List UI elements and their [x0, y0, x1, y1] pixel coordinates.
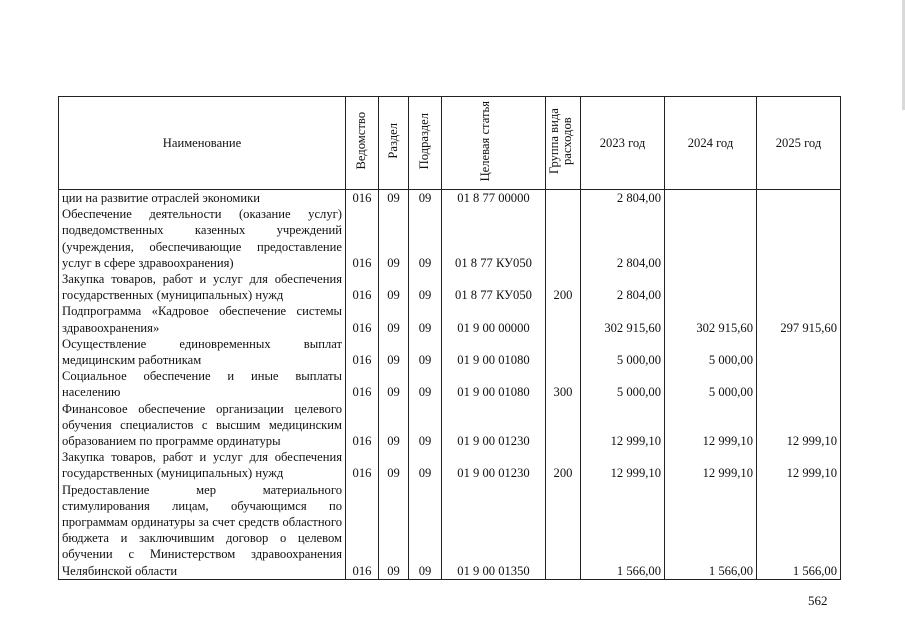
- row-expense-group: 200: [546, 449, 581, 481]
- table-row: [59, 449, 841, 481]
- table-row: [59, 271, 841, 303]
- row-2024: 5 000,00: [665, 368, 757, 400]
- row-2023: 12 999,10: [581, 449, 665, 481]
- header-target-article: Целевая статья: [442, 97, 546, 190]
- table-row: [59, 336, 841, 368]
- row-department: 016: [346, 368, 379, 400]
- row-2024: 5 000,00: [665, 336, 757, 368]
- row-2023: 2 804,00: [581, 206, 665, 271]
- row-2024: [665, 206, 757, 271]
- row-target-article: 01 9 00 01230: [442, 449, 546, 481]
- row-subsection: 09: [409, 368, 442, 400]
- table-row: [59, 190, 841, 207]
- row-2025: [757, 190, 841, 207]
- row-subsection: 09: [409, 190, 442, 207]
- row-section: 09: [379, 482, 409, 580]
- row-section: 09: [379, 336, 409, 368]
- row-subsection: 09: [409, 303, 442, 335]
- row-2024: 12 999,10: [665, 401, 757, 450]
- header-2025: 2025 год: [757, 97, 841, 190]
- row-department: 016: [346, 190, 379, 207]
- table-row: [59, 303, 841, 335]
- row-target-article: 01 8 77 КУ050: [442, 206, 546, 271]
- header-department: Ведомство: [346, 97, 379, 190]
- page-number: 562: [808, 593, 828, 608]
- row-name: Обеспечение деятельности (оказание услуг) подведомственных казенных учреждений (учреждения, обеспечивающие предоставление услуг в сфере здравоохранения): [59, 206, 346, 271]
- row-name: Закупка товаров, работ и услуг для обеспечения государственных (муниципальных) нужд: [59, 449, 346, 481]
- row-2024: 302 915,60: [665, 303, 757, 335]
- row-section: 09: [379, 190, 409, 207]
- row-2025: [757, 206, 841, 271]
- row-subsection: 09: [409, 206, 442, 271]
- row-section: 09: [379, 271, 409, 303]
- row-section: 09: [379, 401, 409, 450]
- row-target-article: 01 9 00 01080: [442, 368, 546, 400]
- row-section: 09: [379, 303, 409, 335]
- budget-table: [58, 96, 841, 580]
- row-2024: [665, 271, 757, 303]
- row-target-article: 01 9 00 00000: [442, 303, 546, 335]
- header-name: Наименование: [59, 97, 346, 190]
- row-expense-group: [546, 482, 581, 580]
- row-2023: 5 000,00: [581, 336, 665, 368]
- row-section: 09: [379, 449, 409, 481]
- row-subsection: 09: [409, 401, 442, 450]
- row-subsection: 09: [409, 336, 442, 368]
- row-department: 016: [346, 206, 379, 271]
- row-department: 016: [346, 482, 379, 580]
- row-expense-group: 300: [546, 368, 581, 400]
- row-2025: [757, 271, 841, 303]
- row-2024: [665, 190, 757, 207]
- table-row: [59, 368, 841, 400]
- row-target-article: 01 8 77 КУ050: [442, 271, 546, 303]
- row-expense-group: [546, 401, 581, 450]
- row-department: 016: [346, 271, 379, 303]
- table-row: [59, 401, 841, 450]
- row-subsection: 09: [409, 449, 442, 481]
- header-expense-group: Группа вида расходов: [546, 97, 581, 190]
- row-expense-group: [546, 336, 581, 368]
- row-target-article: 01 9 00 01350: [442, 482, 546, 580]
- row-2023: 2 804,00: [581, 271, 665, 303]
- row-2023: 12 999,10: [581, 401, 665, 450]
- row-2023: 5 000,00: [581, 368, 665, 400]
- row-2023: 2 804,00: [581, 190, 665, 207]
- row-expense-group: [546, 206, 581, 271]
- row-expense-group: [546, 190, 581, 207]
- header-2023: 2023 год: [581, 97, 665, 190]
- row-target-article: 01 9 00 01230: [442, 401, 546, 450]
- row-expense-group: 200: [546, 271, 581, 303]
- row-name: Подпрограмма «Кадровое обеспечение системы здравоохранения»: [59, 303, 346, 335]
- row-name: Предоставление мер материального стимулирования лицам, обучающимся по программам ординатуры за счет средств областного бюджета и заключившим договор о целевом обучении с Министерством здравоохранения Челябинской области: [59, 482, 346, 580]
- row-2025: [757, 336, 841, 368]
- row-target-article: 01 8 77 00000: [442, 190, 546, 207]
- header-subsection: Подраздел: [409, 97, 442, 190]
- row-subsection: 09: [409, 482, 442, 580]
- row-2024: 1 566,00: [665, 482, 757, 580]
- row-department: 016: [346, 449, 379, 481]
- row-2025: 12 999,10: [757, 401, 841, 450]
- row-name: ции на развитие отраслей экономики: [59, 190, 346, 207]
- table-row: [59, 482, 841, 580]
- row-subsection: 09: [409, 271, 442, 303]
- row-department: 016: [346, 401, 379, 450]
- row-section: 09: [379, 368, 409, 400]
- row-expense-group: [546, 303, 581, 335]
- header-section: Раздел: [379, 97, 409, 190]
- row-name: Закупка товаров, работ и услуг для обеспечения государственных (муниципальных) нужд: [59, 271, 346, 303]
- row-name: Осуществление единовременных выплат медицинским работникам: [59, 336, 346, 368]
- row-2024: 12 999,10: [665, 449, 757, 481]
- table-row: [59, 206, 841, 271]
- row-2023: 1 566,00: [581, 482, 665, 580]
- row-2025: 297 915,60: [757, 303, 841, 335]
- header-2024: 2024 год: [665, 97, 757, 190]
- row-department: 016: [346, 303, 379, 335]
- row-section: 09: [379, 206, 409, 271]
- table-header-row: [59, 97, 841, 190]
- row-department: 016: [346, 336, 379, 368]
- row-name: Финансовое обеспечение организации целевого обучения специалистов с высшим медицинским образованием по программе ординатуры: [59, 401, 346, 450]
- row-2025: 12 999,10: [757, 449, 841, 481]
- row-target-article: 01 9 00 01080: [442, 336, 546, 368]
- row-2025: [757, 368, 841, 400]
- row-2025: 1 566,00: [757, 482, 841, 580]
- row-2023: 302 915,60: [581, 303, 665, 335]
- row-name: Социальное обеспечение и иные выплаты населению: [59, 368, 346, 400]
